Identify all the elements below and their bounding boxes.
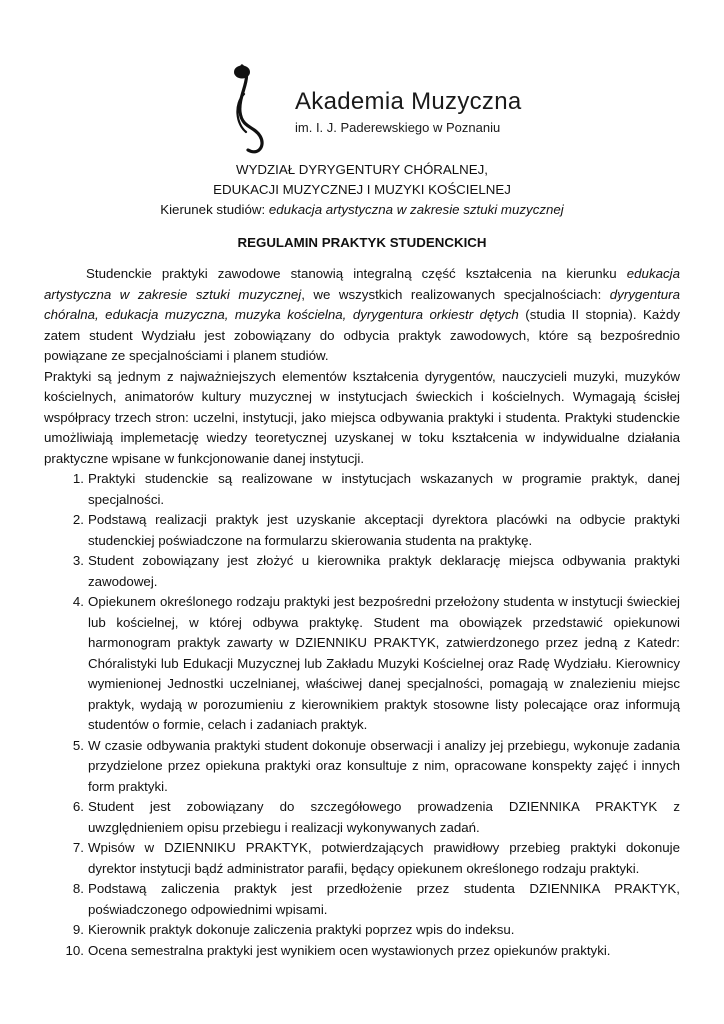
rule-number: 10. xyxy=(65,942,84,958)
rule-item xyxy=(72,469,680,510)
rule-item xyxy=(72,797,680,838)
rule-item xyxy=(72,920,680,941)
academy-logo xyxy=(228,62,528,154)
rule-text: Podstawą zaliczenia praktyk jest przedłożenie przez studenta DZIENNIKA PRAKTYK, poświadczonego odpowiednimi wpisami. xyxy=(88,881,680,917)
document-body xyxy=(44,264,680,961)
intro-paragraph-1 xyxy=(44,264,680,367)
rules-list xyxy=(44,469,680,961)
logo-subtitle: im. I. J. Paderewskiego w Poznaniu xyxy=(295,120,501,135)
rule-text: Student zobowiązany jest złożyć u kierownika praktyk deklarację miejsca odbywania praktyki zawodowej. xyxy=(88,553,680,589)
rule-text: Wpisów w DZIENNIKU PRAKTYK, potwierdzających prawidłowy przebieg praktyki dokonuje dyrektor instytucji bądź administrator parafii, będący opiekunem określonego rodzaju praktyki. xyxy=(88,840,680,876)
clef-icon xyxy=(228,62,290,154)
intro-text: , we wszystkich realizowanych specjalnościach: xyxy=(301,286,610,302)
intro-text: Studenckie praktyki zawodowe stanowią integralną część kształcenia na kierunku xyxy=(86,266,627,281)
rule-number: 9. xyxy=(72,922,84,937)
rule-item xyxy=(72,551,680,592)
rule-text: Ocena semestralna praktyki jest wynikiem ocen wystawionych przez opiekunów praktyki. xyxy=(88,942,611,958)
rule-number: 3. xyxy=(72,553,84,568)
rule-item xyxy=(65,941,680,962)
rule-item xyxy=(72,510,680,551)
field-of-study-label: Kierunek studiów: xyxy=(160,202,269,217)
rule-text: W czasie odbywania praktyki student dokonuje obserwacji i analizy jej przebiegu, wykonuje zadania przydzielone przez opiekuna praktyki oraz konsultuje z nim, opracowane konspekty zajęć i innych form praktyki. xyxy=(88,737,680,794)
rule-item xyxy=(72,838,680,879)
field-of-study xyxy=(40,200,684,220)
rule-text: Student jest zobowiązany do szczegółowego prowadzenia DZIENNIKA PRAKTYK z uwzględnieniem opisu przebiegu i realizacji wykonywanych zadań. xyxy=(88,799,680,835)
field-of-study-value: edukacja artystyczna w zakresie sztuki muzycznej xyxy=(268,202,564,217)
intro-specializations: dyrygentura chóralna, edukacja muzyczna, muzyka kościelna, dyrygentura orkiestr dętych xyxy=(44,286,680,322)
rule-item xyxy=(72,879,680,920)
logo-title: Akademia Muzyczna xyxy=(295,88,522,115)
faculty-line-2: EDUKACJI MUZYCZNEJ I MUZYKI KOŚCIELNEJ xyxy=(213,182,511,197)
rule-number: 7. xyxy=(72,840,84,855)
rule-text: Kierownik praktyk dokonuje zaliczenia praktyki poprzez wpis do indeksu. xyxy=(88,922,515,937)
rule-text: Podstawą realizacji praktyk jest uzyskanie akceptacji dyrektora placówki na odbycie praktyki studenckiej poświadczone na formularzu skierowania studenta na praktykę. xyxy=(88,512,680,548)
rule-number: 1. xyxy=(72,471,84,486)
intro-field-name: edukacja artystyczna w zakresie sztuki muzycznej xyxy=(44,266,680,302)
document-title: REGULAMIN PRAKTYK STUDENCKICH xyxy=(237,235,487,250)
rule-number: 5. xyxy=(72,737,84,753)
rule-number: 8. xyxy=(72,881,84,896)
faculty-line-1: WYDZIAŁ DYRYGENTURY CHÓRALNEJ, xyxy=(236,162,488,177)
intro-paragraph-2: Praktyki są jednym z najważniejszych elementów kształcenia dyrygentów, nauczycieli muzyki, muzyków kościelnych, animatorów kultury muzycznej w instytucjach świeckich i kościelnych. Wymagają ścisłej współpracy trzech stron: uczelni, instytucji, jako miejsca odbywania praktyki i studenta. Praktyki studenckie umożliwiają implemetację wiedzy teoretycznej uzyskanej w toku kształcenia w indywidualne działania praktyczne wpisane w funkcjonowanie danej instytucji. xyxy=(44,368,680,466)
rule-item xyxy=(72,736,680,798)
rule-text: Opiekunem określonego rodzaju praktyki jest bezpośredni przełożony studenta w instytucji świeckiej lub kościelnej, w której odbywa praktykę. Student ma obowiązek przedstawić opiekunowi harmonogram praktyk zawarty w DZIENNIKU PRAKTYK, zatwierdzonego przez jedną z Katedr: Chóralistyki lub Edukacji Muzycznej lub Zakładu Muzyki Kościelnej oraz Radę Wydziału. Kierownicy wymienionej Jednostki uczelnianej, właściwej danej specjalności, pomagają w znalezieniu miejsc praktyk, wydają w porozumieniu z kierownikiem praktyk stosowne listy polecające oraz informują studentów o formie, celach i zadaniach praktyk. xyxy=(88,594,680,732)
rule-item xyxy=(72,592,680,736)
rule-text: Praktyki studenckie są realizowane w instytucjach wskazanych w programie praktyk, danej specjalności. xyxy=(88,471,680,507)
rule-number: 2. xyxy=(72,512,84,527)
intro-text: (studia II stopnia). Każdy zatem student Wydziału jest zobowiązany do odbycia praktyk zawodowych, które są bezpośrednio powiązane ze specjalnościami i planem studiów. xyxy=(44,307,680,363)
rule-number: 4. xyxy=(72,594,84,609)
rule-number: 6. xyxy=(72,799,84,814)
